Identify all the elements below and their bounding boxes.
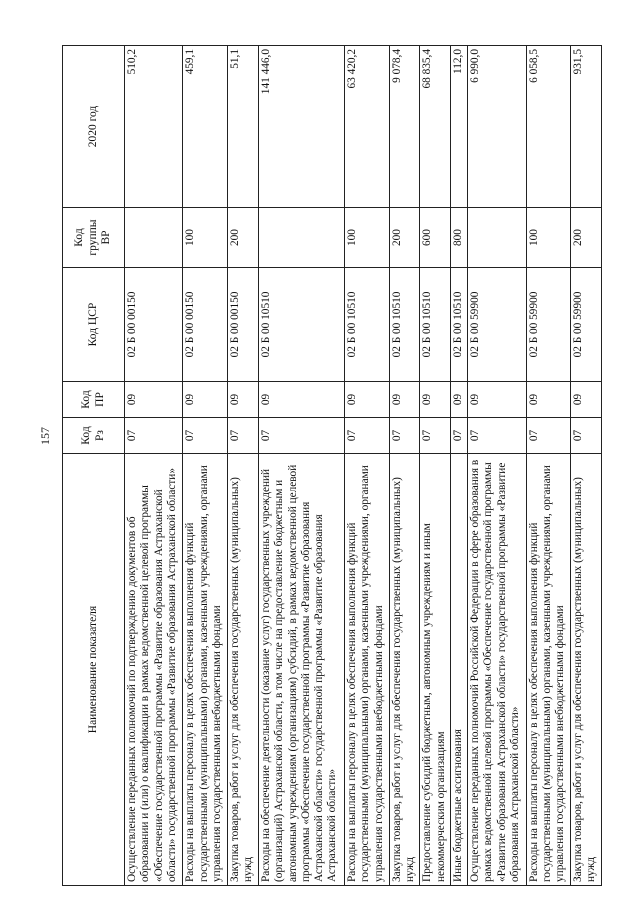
row-vr: 100: [183, 208, 228, 268]
row-pr: 09: [258, 382, 344, 418]
row-vr: 600: [420, 208, 451, 268]
row-csr: 02 Б 00 00150: [228, 268, 259, 382]
row-amount: 6 990,0: [468, 46, 526, 208]
table-header-row: [63, 46, 125, 886]
row-name: Расходы на выплаты персоналу в целях обеспечения выполнения функций государственными (муниципальными) органами, казенными учреждениями, органами управления государственными внебюджетными фондами: [183, 454, 228, 886]
row-amount: 931,5: [571, 46, 602, 208]
row-rz: 07: [571, 418, 602, 454]
row-csr: 02 Б 00 00150: [183, 268, 228, 382]
row-rz: 07: [468, 418, 526, 454]
row-vr: 800: [451, 208, 468, 268]
row-name: Закупка товаров, работ и услуг для обеспечения государственных (муниципальных) нужд: [228, 454, 259, 886]
row-vr: [125, 208, 183, 268]
row-pr: 09: [389, 382, 420, 418]
row-name: Расходы на обеспечение деятельности (оказание услуг) государственных учреждений (организаций) Астраханской области, в том числе на предоставление бюджетным и автономным учреждениям (организациям) субсидий, в рамках ведомственной целевой программы «Обеспечение государственной программы «Развитие образования Астраханской области» государственной программы «Развитие образования Астраханской области»: [258, 454, 344, 886]
row-name: Расходы на выплаты персоналу в целях обеспечения выполнения функций государственными (муниципальными) органами, казенными учреждениями, органами управления государственными внебюджетными фондами: [526, 454, 571, 886]
row-rz: 07: [183, 418, 228, 454]
row-amount: 6 058,5: [526, 46, 571, 208]
row-csr: 02 Б 00 00150: [125, 268, 183, 382]
row-pr: 09: [526, 382, 571, 418]
table-row: [451, 46, 468, 886]
row-pr: 09: [344, 382, 389, 418]
row-amount: 9 078,4: [389, 46, 420, 208]
row-pr: 09: [451, 382, 468, 418]
row-rz: 07: [526, 418, 571, 454]
table-row: [526, 46, 571, 886]
row-csr: 02 Б 00 59900: [468, 268, 526, 382]
budget-table-rotated-wrapper: [62, 46, 602, 886]
row-rz: 07: [258, 418, 344, 454]
header-vr: Код группы ВР: [63, 208, 125, 268]
row-name: Закупка товаров, работ и услуг для обеспечения государственных (муниципальных) нужд: [571, 454, 602, 886]
table-row: [389, 46, 420, 886]
header-pr: Код ПР: [63, 382, 125, 418]
row-pr: 09: [468, 382, 526, 418]
row-rz: 07: [344, 418, 389, 454]
row-vr: [258, 208, 344, 268]
table-row: [183, 46, 228, 886]
header-name: Наименование показателя: [63, 454, 125, 886]
row-vr: 200: [571, 208, 602, 268]
row-pr: 09: [420, 382, 451, 418]
row-csr: 02 Б 00 10510: [258, 268, 344, 382]
row-amount: 510,2: [125, 46, 183, 208]
row-amount: 459,1: [183, 46, 228, 208]
row-csr: 02 Б 00 10510: [389, 268, 420, 382]
budget-table: [62, 45, 602, 886]
row-name: Расходы на выплаты персоналу в целях обеспечения выполнения функций государственными (муниципальными) органами, казенными учреждениями, органами управления государственными внебюджетными фондами: [344, 454, 389, 886]
header-rz: Код Рз: [63, 418, 125, 454]
row-name: Осуществление переданных полномочий Российской Федерации в сфере образования в рамках ведомственной целевой программы «Обеспечение государственной программы «Развитие образования Астраханской области» государственной программы «Развитие образования Астраханской области»: [468, 454, 526, 886]
table-row: [420, 46, 451, 886]
row-name: Осуществление переданных полномочий по подтверждению документов об образовании и (или) о квалификации в рамках ведомственной целевой программы «Обеспечение государственной программы «Развитие образования Астраханской области» государственной программы «Развитие образования Астраханской области»: [125, 454, 183, 886]
row-pr: 09: [228, 382, 259, 418]
row-name: Закупка товаров, работ и услуг для обеспечения государственных (муниципальных) нужд: [389, 454, 420, 886]
header-year: 2020 год: [63, 46, 125, 208]
row-csr: 02 Б 00 10510: [451, 268, 468, 382]
row-rz: 07: [125, 418, 183, 454]
row-amount: 68 835,4: [420, 46, 451, 208]
row-vr: 100: [344, 208, 389, 268]
table-row: [571, 46, 602, 886]
page-number: 157: [38, 427, 52, 445]
table-row: [228, 46, 259, 886]
row-amount: 63 420,2: [344, 46, 389, 208]
row-name: Иные бюджетные ассигнования: [451, 454, 468, 886]
header-csr: Код ЦСР: [63, 268, 125, 382]
table-row: [344, 46, 389, 886]
row-pr: 09: [125, 382, 183, 418]
row-rz: 07: [389, 418, 420, 454]
row-rz: 07: [420, 418, 451, 454]
row-csr: 02 Б 00 10510: [344, 268, 389, 382]
table-row: [125, 46, 183, 886]
row-csr: 02 Б 00 59900: [571, 268, 602, 382]
table-row: [258, 46, 344, 886]
row-csr: 02 Б 00 10510: [420, 268, 451, 382]
row-pr: 09: [183, 382, 228, 418]
row-rz: 07: [228, 418, 259, 454]
row-amount: 112,0: [451, 46, 468, 208]
row-vr: 200: [389, 208, 420, 268]
row-pr: 09: [571, 382, 602, 418]
row-rz: 07: [451, 418, 468, 454]
row-name: Предоставление субсидий бюджетным, автономным учреждениям и иным некоммерческим организациям: [420, 454, 451, 886]
row-vr: 200: [228, 208, 259, 268]
table-row: [468, 46, 526, 886]
row-amount: 51,1: [228, 46, 259, 208]
row-amount: 141 446,0: [258, 46, 344, 208]
row-vr: [468, 208, 526, 268]
row-csr: 02 Б 00 59900: [526, 268, 571, 382]
row-vr: 100: [526, 208, 571, 268]
